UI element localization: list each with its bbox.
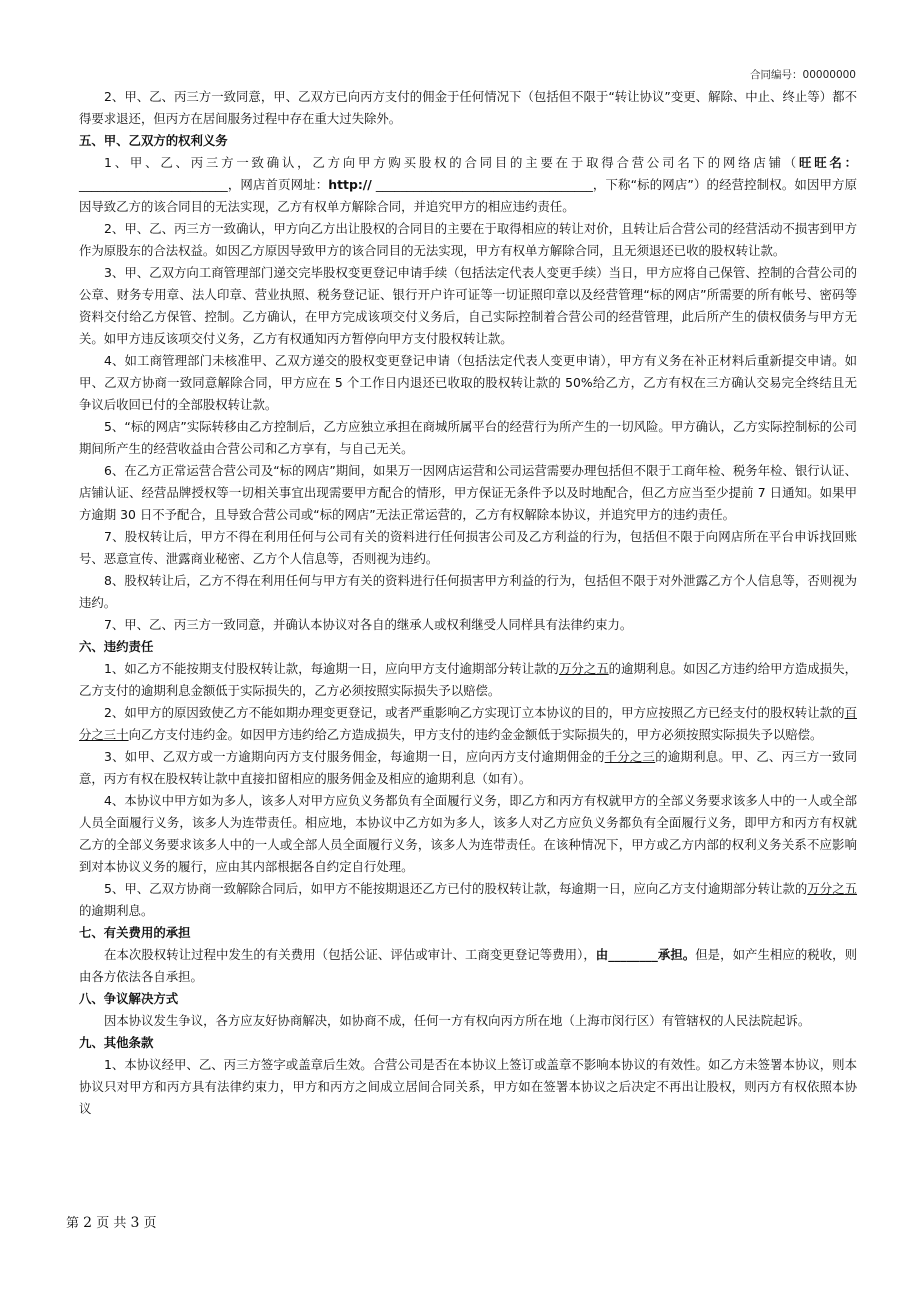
contract-number: 合同编号：00000000 xyxy=(750,69,856,81)
clause-text: 2、如甲方的原因致使乙方不能如期办理变更登记，或者严重影响乙方实现订立本协议的目的，甲方应按照乙方已经支付的股权转让款的 xyxy=(104,705,845,720)
wangwang-blank: ________________________，网店首页网址： xyxy=(79,177,329,192)
page-footer xyxy=(66,1212,157,1231)
page-current: 2 xyxy=(83,1215,93,1231)
clause-5-2: 2、甲、乙、丙三方一致确认，甲方向乙方出让股权的合同目的主要在于取得相应的转让对价，且转让后合营公司的经营活动不损害到甲方作为原股东的合法权益。如因乙方原因导致甲方的该合同目的无法实现，甲方有权单方解除合同，且无须退还已收的股权转让款。 xyxy=(79,221,857,258)
clause-8: 因本协议发生争议，各方应友好协商解决，如协商不成，任何一方有权向丙方所在地（上海市闵行区）有管辖权的人民法院起诉。 xyxy=(104,1013,811,1028)
clause-9-1: 1、本协议经甲、乙、丙三方签字或盖章后生效。合营公司是否在本协议上签订或盖章不影响本协议的有效性。如乙方未签署本协议，则本协议只对甲方和丙方具有法律约束力，甲方和丙方之间成立居间合同关系，甲方如在签署本协议之后决定不再出让股权，则丙方有权依照本协议 xyxy=(79,1057,857,1116)
section-6-title: 六、违约责任 xyxy=(79,639,154,654)
clause-text: 1、如乙方不能按期支付股权转让款，每逾期一日，应向甲方支付逾期部分转让款的 xyxy=(104,661,559,676)
clause-text: 向乙方支付违约金。如因甲方违约给乙方造成损失，甲方支付的违约金金额低于实际损失的，甲方必须按照实际损失予以赔偿。 xyxy=(128,727,823,742)
clause-text: 的逾期利息。如因乙方违约给甲方造成损失，乙方支付的逾期利息金额低于实际损失的，乙方必须按照实际损失予以赔偿。 xyxy=(79,661,858,698)
clause-text: 3、如甲、乙双方或一方逾期向丙方支付服务佣金，每逾期一日，应向丙方支付逾期佣金的 xyxy=(104,749,605,764)
page-text: 第 xyxy=(66,1216,84,1231)
clause-text: 5、甲、乙双方协商一致解除合同后，如甲方不能按期退还乙方已付的股权转让款，每逾期一日，应向乙方支付逾期部分转让款的 xyxy=(104,881,808,896)
clause-5-6: 6、在乙方正常运营合营公司及“标的网店”期间，如果万一因网店运营和公司运营需要办理包括但不限于工商年检、税务年检、银行认证、店铺认证、经营品牌授权等一切相关事宜出现需要甲方配合的情形，甲方保证无条件予以及时地配合，但乙方应当至少提前 7 日通知。如果甲方逾期 30 日不予配合，且导致合营公司或“标的网店”无法正常运营的，乙方有权解除本协议，并追究甲方的违约责任。 xyxy=(79,463,857,522)
clause-5-5: 5、“标的网店”实际转移由乙方控制后，乙方应独立承担在商城所属平台的经营行为所产生的一切风险。甲方确认，乙方实际控制标的公司期间所产生的经营收益由合营公司和乙方享有，与自己无关。 xyxy=(79,419,857,456)
clause-5-3: 3、甲、乙双方向工商管理部门递交完毕股权变更登记申请手续（包括法定代表人变更手续）当日，甲方应将自己保管、控制的合营公司的公章、财务专用章、法人印章、营业执照、税务登记证、银行开户许可证等一切证照印章以及经营管理“标的网店”所需要的所有帐号、密码等资料交付给乙方保管、控制。乙方确认，在甲方完成该项交付义务后，自己实际控制着合营公司的经营管理，此后所产生的债权债务与甲方无关。如甲方违反该项交付义务，乙方有权通知丙方暂停向甲方支付股权转让款。 xyxy=(79,265,857,346)
clause-5-1 xyxy=(79,152,857,218)
section-7-title: 七、有关费用的承担 xyxy=(79,925,191,940)
section-5-title: 五、甲、乙双方的权利义务 xyxy=(79,133,228,148)
rate-underlined: 万分之五 xyxy=(558,661,609,676)
section-9-title: 九、其他条款 xyxy=(79,1035,154,1050)
clause-6-3 xyxy=(79,746,857,790)
rate-underlined: 百分之三十 xyxy=(79,705,857,742)
url-prefix: http:// xyxy=(328,177,372,192)
clause-text: 但是，如产生相应的税收，则由各方依法各自承担。 xyxy=(79,947,858,984)
clause-6-1 xyxy=(79,658,857,702)
rate-underlined: 万分之五 xyxy=(807,881,858,896)
page-text: 页 共 xyxy=(92,1216,131,1231)
rate-underlined: 千分之三 xyxy=(604,749,656,764)
clause-6-4: 4、本协议中甲方如为多人，该多人对甲方应负义务都负有全面履行义务，即乙方和丙方有权就甲方的全部义务要求该多人中的一人或全部人员全面履行义务，该多人为连带责任。相应地，本协议中乙方如为多人，该多人对乙方应负义务都负有全面履行义务，即甲方和丙方有权就乙方的全部义务要求该多人中的一人或全部人员全面履行义务，该多人为连带责任。在该种情况下，甲方或乙方内部的权利义务关系不应影响到对本协议义务的履行，应由其内部根据各自约定自行处理。 xyxy=(79,793,857,874)
clause-text: 的逾期利息。 xyxy=(79,903,154,918)
clause-text: ___________________________________，下称“标的网店”）的经营控制权。如因甲方原因导致乙方的该合同目的无法实现，乙方有权单方解除合同，并追究甲方的相应违约责任。 xyxy=(79,177,857,214)
clause-text: 的逾期利息。甲、乙、丙三方一致同意，丙方有权在股权转让款中直接扣留相应的服务佣金及相应的逾期利息（如有）。 xyxy=(79,749,858,786)
clause-6-5 xyxy=(79,878,857,922)
clause-6-2 xyxy=(79,702,857,746)
clause-5-8: 8、股权转让后，乙方不得在利用任何与甲方有关的资料进行任何损害甲方利益的行为，包括但不限于对外泄露乙方个人信息等，否则视为违约。 xyxy=(79,573,857,610)
clause-7 xyxy=(79,944,857,988)
clause-5-4: 4、如工商管理部门未核准甲、乙双方递交的股权变更登记申请（包括法定代表人变更申请），甲方有义务在补正材料后重新提交申请。如甲、乙双方协商一致同意解除合同，甲方应在 5 个工作日内退还已收取的股权转让款的 50%给乙方，乙方有权在三方确认交易完全终结且无争议后收回已付的全部股权转让款。 xyxy=(79,353,857,412)
section-8-title: 八、争议解决方式 xyxy=(79,991,179,1006)
page-text: 页 xyxy=(139,1216,157,1231)
wangwang-label: 旺旺名： xyxy=(798,155,857,170)
cost-bearer-blank: 由________承担。 xyxy=(595,947,696,962)
clause-text: 1、甲、乙、丙三方一致确认，乙方向甲方购买股权的合同目的主要在于取得合营公司名下的网络店铺（ xyxy=(104,155,799,170)
clause-5-7b: 7、甲、乙、丙三方一致同意，并确认本协议对各自的继承人或权利继受人同样具有法律约束力。 xyxy=(104,617,633,632)
clause-5-7: 7、股权转让后，甲方不得在利用任何与公司有关的资料进行任何损害公司及乙方利益的行为，包括但不限于向网店所在平台申诉找回账号、恶意宣传、泄露商业秘密、乙方个人信息等，否则视为违约。 xyxy=(79,529,857,566)
clause-4-2: 2、甲、乙、丙三方一致同意，甲、乙双方已向丙方支付的佣金于任何情况下（包括但不限于“转让协议”变更、解除、中止、终止等）都不得要求退还，但丙方在居间服务过程中存在重大过失除外。 xyxy=(79,89,857,126)
clause-text: 在本次股权转让过程中发生的有关费用（包括公证、评估或审计、工商变更登记等费用）， xyxy=(104,947,596,962)
contract-body xyxy=(79,86,857,1120)
page-total: 3 xyxy=(130,1215,140,1231)
